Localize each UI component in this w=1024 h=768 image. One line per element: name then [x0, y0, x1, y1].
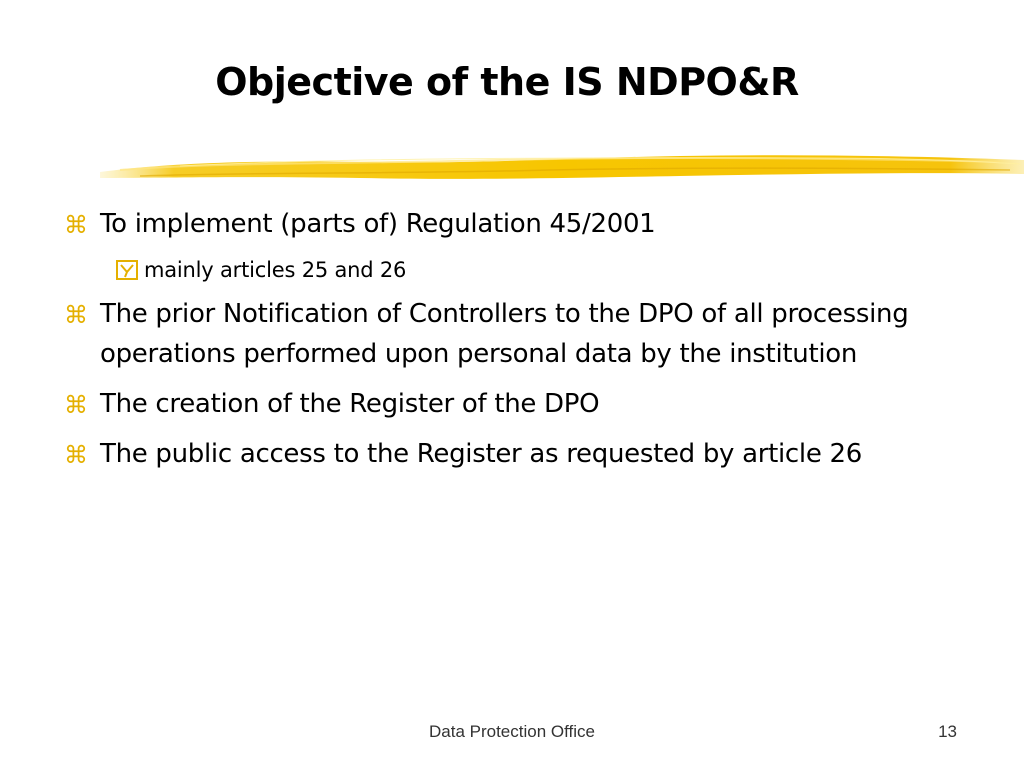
command-key-icon: ⌘ — [64, 391, 88, 419]
bullet-text: The prior Notification of Controllers to the DPO of all processing operations performed upon personal data by the institution — [100, 299, 909, 369]
sub-bullet-text: mainly articles 25 and 26 — [144, 258, 407, 282]
footer-title: Data Protection Office — [429, 722, 595, 741]
bullet-item — [64, 204, 964, 244]
bullet-item — [64, 384, 964, 424]
bullet-text: The public access to the Register as requested by article 26 — [100, 439, 863, 469]
command-key-icon: ⌘ — [64, 441, 88, 469]
bullet-text: To implement (parts of) Regulation 45/2001 — [100, 209, 656, 239]
bullet-item — [64, 294, 964, 374]
bullet-list — [64, 204, 964, 484]
bullet-text: The creation of the Register of the DPO — [100, 389, 600, 419]
sub-bullet-item — [64, 254, 964, 286]
command-key-icon: ⌘ — [64, 211, 88, 239]
yellow-brush-stroke-divider — [100, 148, 1024, 188]
slide-title: Objective of the IS NDPO&R — [215, 60, 799, 104]
page-number: 13 — [938, 722, 957, 741]
bullet-item — [64, 434, 964, 474]
checkbox-y-icon — [116, 260, 138, 280]
command-key-icon: ⌘ — [64, 301, 88, 329]
